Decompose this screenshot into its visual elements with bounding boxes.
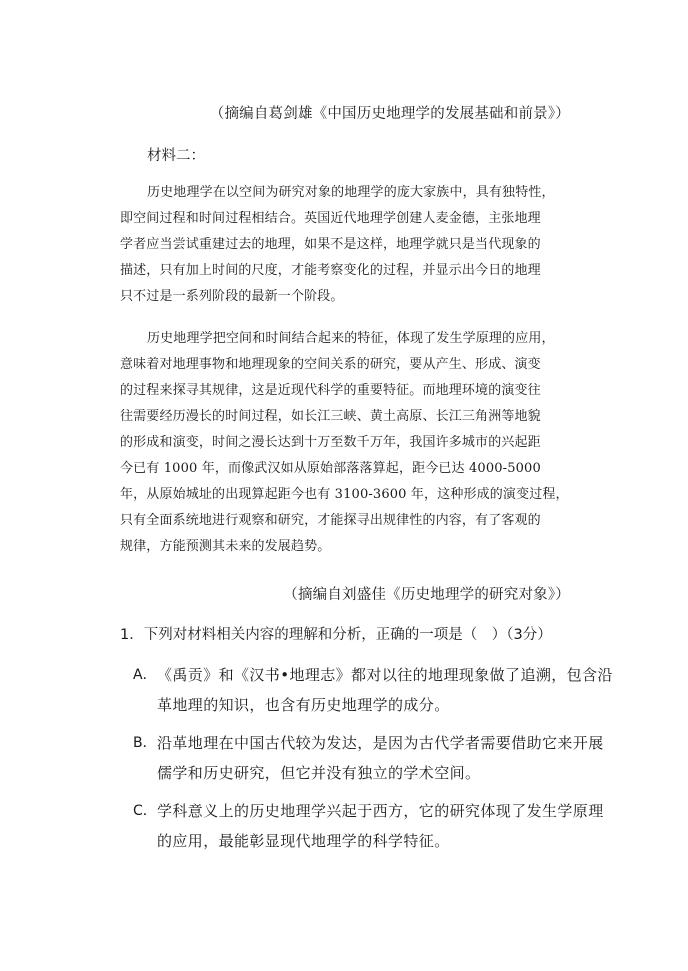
paragraph2-line: 意味着对地理事物和地理现象的空间关系的研究，要从产生、形成、演变 [120, 357, 541, 372]
option-b-letter: B． [133, 735, 157, 751]
material-label: 材料二： [147, 148, 205, 164]
paragraph2-line: 往需要经历漫长的时间过程，如长江三峡、黄土高原、长江三角洲等地貌 [120, 409, 541, 424]
option-b-line: 儒学和历史研究，但它并没有独立的学术空间。 [157, 764, 481, 782]
option-b-line: 沿革地理在中国古代较为发达，是因为古代学者需要借助它来开展 [157, 734, 604, 752]
option-a-line: 革地理的知识，也含有历史地理学的成分。 [157, 696, 450, 714]
paragraph2-line: 年，从原始城址的出现算起距今也有 3100-3600 年，这种形成的演变过程， [120, 487, 569, 502]
paragraph2-line: 今已有 1000 年，而像武汉如从原始部落落算起，距今已达 4000-5000 [120, 461, 541, 476]
paragraph1-line: 即空间过程和时间过程相结合。英国近代地理学创建人麦金德，主张地理 [120, 211, 541, 226]
option-a-letter: A． [133, 667, 157, 683]
option-c-letter: C． [133, 803, 157, 819]
paragraph1-line: 学者应当尝试重建过去的地理，如果不是这样，地理学就只是当代现象的 [120, 237, 541, 252]
option-a-line: 《禹贡》和《汉书•地理志》都对以往的地理现象做了追溯，包含沿 [157, 666, 613, 684]
paragraph1-line: 只不过是一系列阶段的最新一个阶段。 [120, 289, 344, 304]
paragraph2-line: 只有全面系统地进行观察和研究，才能探寻出规律性的内容，有了客观的 [120, 513, 541, 528]
paragraph1-line: 历史地理学在以空间为研究对象的地理学的庞大家族中，具有独特性， [147, 185, 555, 200]
paragraph2-line: 规律，方能预测其未来的发展趋势。 [120, 539, 331, 554]
option-c-line: 学科意义上的历史地理学兴起于西方，它的研究体现了发生学原理 [157, 802, 604, 820]
source-citation-1: （摘编自葛剑雄《中国历史地理学的发展基础和前景》） [209, 106, 570, 122]
source-citation-2: （摘编自刘盛佳《历史地理学的研究对象》） [283, 587, 570, 603]
question-stem: 1．下列对材料相关内容的理解和分析，正确的一项是（ ）（3分） [120, 627, 552, 643]
paragraph1-line: 描述，只有加上时间的尺度，才能考察变化的过程，并显示出今日的地理 [120, 263, 541, 278]
paragraph2-line: 历史地理学把空间和时间结合起来的特征，体现了发生学原理的应用， [147, 331, 555, 346]
paragraph2-line: 的过程来探寻其规律，这是近现代科学的重要特征。而地理环境的演变往 [120, 383, 541, 398]
paragraph2-line: 的形成和演变，时间之漫长达到十万至数千万年，我国许多城市的兴起距 [120, 435, 541, 450]
option-c-line: 的应用，最能彰显现代地理学的科学特征。 [157, 832, 450, 850]
